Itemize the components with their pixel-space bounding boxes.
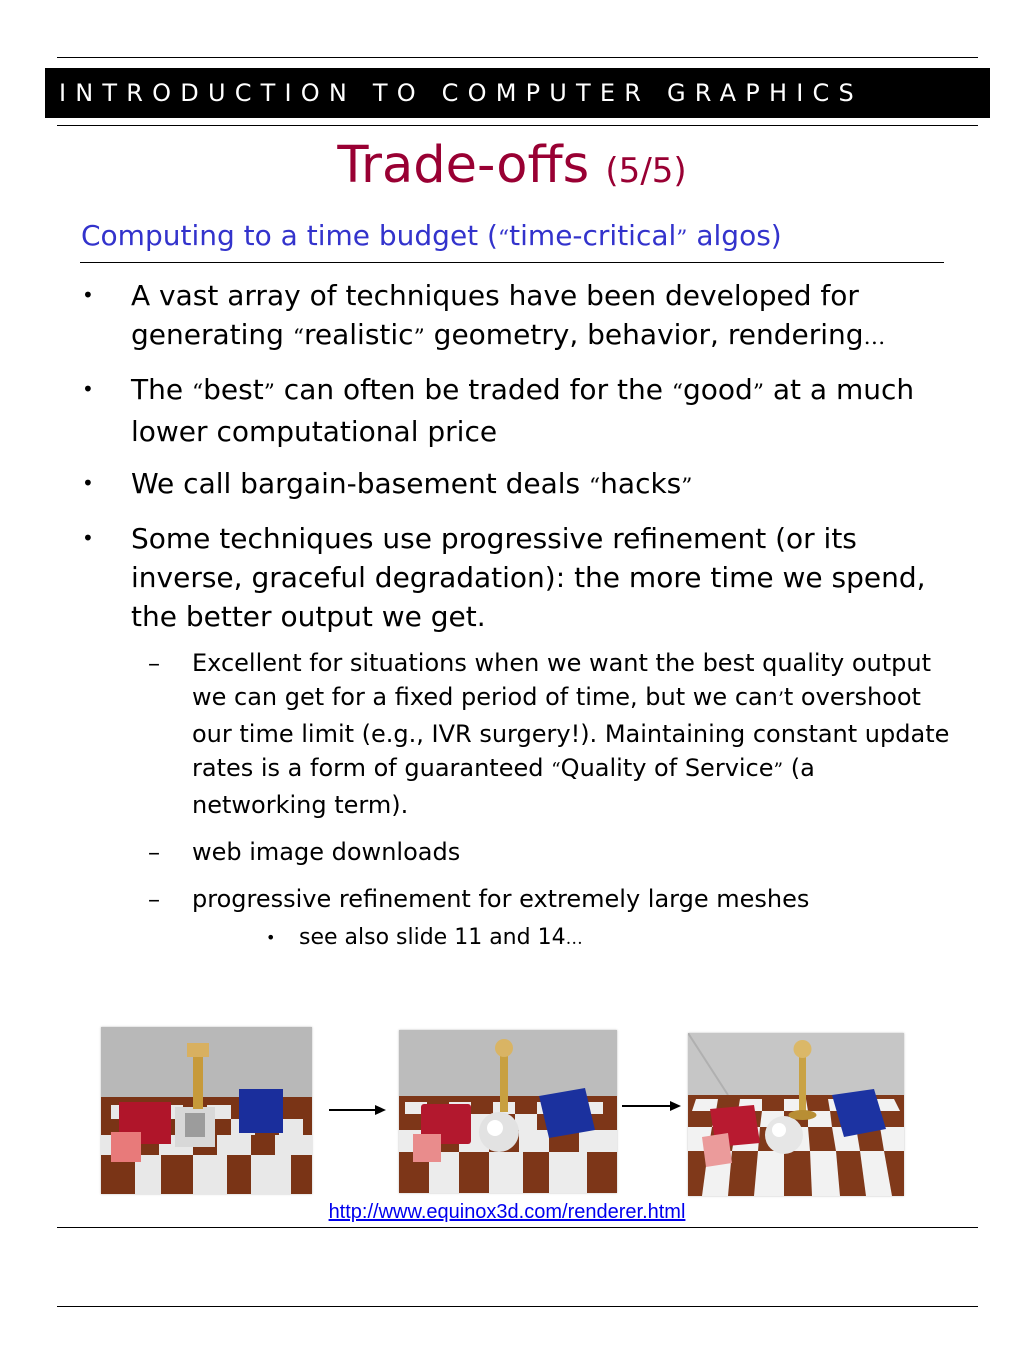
bullet-text: We call bargain-basement deals <box>131 467 589 500</box>
render-image-coarse <box>101 1027 312 1194</box>
footer-rule-upper <box>57 1227 978 1228</box>
open-quote: “ <box>589 474 601 499</box>
quoted-term: best <box>203 373 264 406</box>
bullet-marker: • <box>82 377 94 401</box>
subtitle-text: Computing to a time budget ( <box>81 219 498 252</box>
render-image-medium <box>399 1030 617 1193</box>
bullet-text: A vast array of techniques have been developed for generating <box>131 279 859 351</box>
open-quote: “ <box>191 380 204 405</box>
bullet-marker: • <box>82 471 94 495</box>
close-quote: ” <box>413 325 425 350</box>
ellipsis: … <box>565 929 583 949</box>
slide-subtitle <box>81 216 782 259</box>
sub-bullet-item <box>131 835 950 869</box>
bullet-text: at a much lower computational price <box>131 373 915 448</box>
quoted-term: Quality of Service <box>560 754 774 782</box>
ellipsis: … <box>863 325 886 350</box>
close-quote: ” <box>263 380 275 405</box>
close-quote: ” <box>752 380 764 405</box>
sub-bullet-text: (a networking term). <box>192 754 815 819</box>
open-quote: “ <box>671 380 683 405</box>
quoted-term: hacks <box>600 467 682 500</box>
open-quote: “ <box>497 226 510 251</box>
footer-rule-lower <box>57 1306 978 1307</box>
render-scene <box>688 1033 904 1196</box>
quoted-term: realistic <box>304 318 414 351</box>
subtitle-text-end: algos) <box>687 219 782 252</box>
sub-bullet-list <box>131 646 950 955</box>
bullet-marker: • <box>82 283 94 307</box>
dash-marker: – <box>148 885 160 913</box>
sub-sub-bullet-text: see also slide 11 and 14 <box>299 925 566 950</box>
bullet-item <box>82 464 942 506</box>
bullet-text: geometry, behavior, rendering <box>424 318 864 351</box>
slide-title <box>0 136 1024 201</box>
bullet-text: The <box>131 373 192 406</box>
bullet-item <box>82 276 942 357</box>
slide-title-text: Trade-offs <box>337 136 590 195</box>
source-link[interactable]: http://www.equinox3d.com/renderer.html <box>328 1201 686 1223</box>
bullet-item <box>82 519 950 955</box>
sub-bullet-text: t overshoot our time limit (e.g., IVR surgery!). Maintaining constant update rates is a form of guaranteed <box>192 683 950 782</box>
course-header-band: INTRODUCTION TO COMPUTER GRAPHICS <box>45 68 990 118</box>
close-quote: ” <box>681 474 693 499</box>
header-bottom-rule <box>57 125 978 126</box>
sub-bullet-item <box>131 646 950 822</box>
arrow-right-icon <box>329 1103 387 1117</box>
sub-bullet-text: web image downloads <box>192 838 461 866</box>
bullet-marker: • <box>266 928 276 947</box>
bullet-text: Some techniques use progressive refinement (or its inverse, graceful degradation): the more time we spend, the better output we get. <box>131 522 926 633</box>
bullet-item <box>82 370 942 451</box>
sub-bullet-text: Excellent for situations when we want the best quality output we can get for a fixed period of time, but we can <box>192 649 931 711</box>
top-rule <box>57 57 978 58</box>
close-quote: ” <box>773 760 784 781</box>
render-image-fine <box>688 1033 904 1196</box>
render-scene <box>399 1030 617 1193</box>
apostrophe: ’ <box>777 689 784 710</box>
open-quote: “ <box>292 325 304 350</box>
sub-sub-bullet-item <box>131 922 950 955</box>
bullet-list <box>82 276 950 968</box>
sub-bullet-text: progressive refinement for extremely large meshes <box>192 885 810 913</box>
render-scene <box>101 1027 312 1194</box>
bullet-text: can often be traded for the <box>274 373 672 406</box>
subtitle-quoted-term: time-critical <box>509 219 677 252</box>
subtitle-underline <box>80 262 944 263</box>
close-quote: ” <box>676 226 688 251</box>
dash-marker: – <box>148 649 160 677</box>
bullet-marker: • <box>82 526 94 550</box>
open-quote: “ <box>551 760 561 781</box>
sub-bullet-item <box>131 882 950 955</box>
arrow-right-icon <box>622 1099 682 1113</box>
slide-part-number: (5/5) <box>605 151 687 191</box>
sub-sub-bullet-list <box>131 922 950 955</box>
dash-marker: – <box>148 838 160 866</box>
quoted-term: good <box>683 373 753 406</box>
